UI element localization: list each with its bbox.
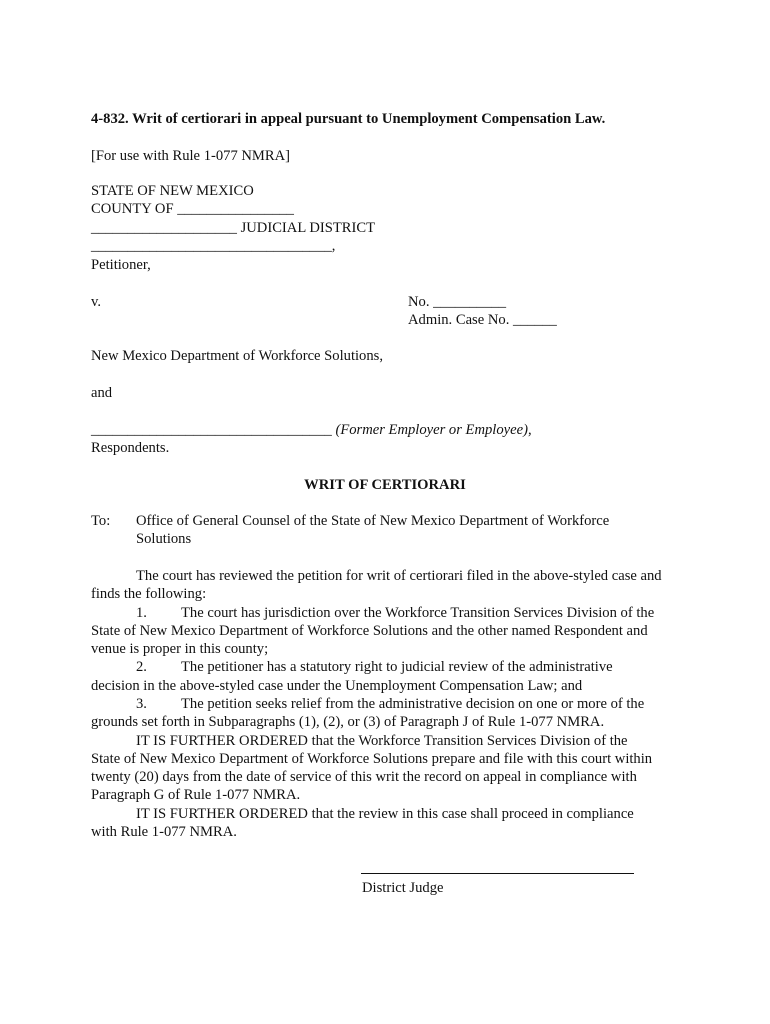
respondent-comma: , [527, 422, 532, 438]
body-line: with Rule 1-077 NMRA. [91, 824, 237, 840]
usage-note: [For use with Rule 1-077 NMRA] [91, 148, 291, 164]
addressee-line-1: Office of General Counsel of the State of New Mexico Department of Workforce [136, 513, 610, 529]
petitioner-label: Petitioner, [91, 257, 151, 273]
body-line: grounds set forth in Subparagraphs (1), (2), or (3) of Paragraph J of Rule 1-077 NMRA. [91, 714, 605, 730]
petitioner-blank-line: _________________________________, [91, 238, 336, 254]
caption-district: ____________________ JUDICIAL DISTRICT [91, 220, 376, 236]
signature-label: District Judge [362, 880, 444, 896]
respondent-description: (Former Employer or Employee) [335, 422, 528, 438]
finding-number: 3. [136, 696, 147, 712]
addressee-line-2: Solutions [136, 531, 192, 547]
finding-number: 1. [136, 605, 147, 621]
body-line: IT IS FURTHER ORDERED that the review in this case shall proceed in compliance [136, 806, 634, 822]
respondent-department: New Mexico Department of Workforce Solutions, [91, 348, 383, 364]
body-line: finds the following: [91, 586, 207, 602]
versus-label: v. [91, 294, 101, 310]
body-line: The court has reviewed the petition for writ of certiorari filed in the above-styled case and [136, 568, 662, 584]
body-line: The court has jurisdiction over the Workforce Transition Services Division of the [181, 605, 655, 621]
case-number: No. __________ [408, 294, 507, 310]
body-line: decision in the above-styled case under the Unemployment Compensation Law; and [91, 678, 583, 694]
admin-case-number: Admin. Case No. ______ [408, 312, 557, 328]
finding-number: 2. [136, 659, 147, 675]
body-line: twenty (20) days from the date of service of this writ the record on appeal in compliance with [91, 769, 637, 785]
respondent-blank: _________________________________ [91, 422, 336, 438]
respondents-label: Respondents. [91, 440, 170, 456]
body-line: The petition seeks relief from the administrative decision on one or more of the [181, 696, 645, 712]
body-line: venue is proper in this county; [91, 641, 269, 657]
caption-county: COUNTY OF ________________ [91, 201, 294, 217]
body-line: The petitioner has a statutory right to judicial review of the administrative [181, 659, 613, 675]
form-heading: 4-832. Writ of certiorari in appeal pursuant to Unemployment Compensation Law. [91, 111, 606, 127]
body-line: Paragraph G of Rule 1-077 NMRA. [91, 787, 301, 803]
body-line: State of New Mexico Department of Workforce Solutions and the other named Respondent and [91, 623, 648, 639]
writ-title: WRIT OF CERTIORARI [304, 477, 466, 493]
and-label: and [91, 385, 113, 401]
body-line: IT IS FURTHER ORDERED that the Workforce Transition Services Division of the [136, 733, 628, 749]
respondent-blank-line [91, 421, 532, 439]
caption-state: STATE OF NEW MEXICO [91, 183, 254, 199]
signature-line [361, 873, 634, 874]
body-line: State of New Mexico Department of Workforce Solutions prepare and file with this court within [91, 751, 653, 767]
to-label: To: [91, 513, 111, 529]
